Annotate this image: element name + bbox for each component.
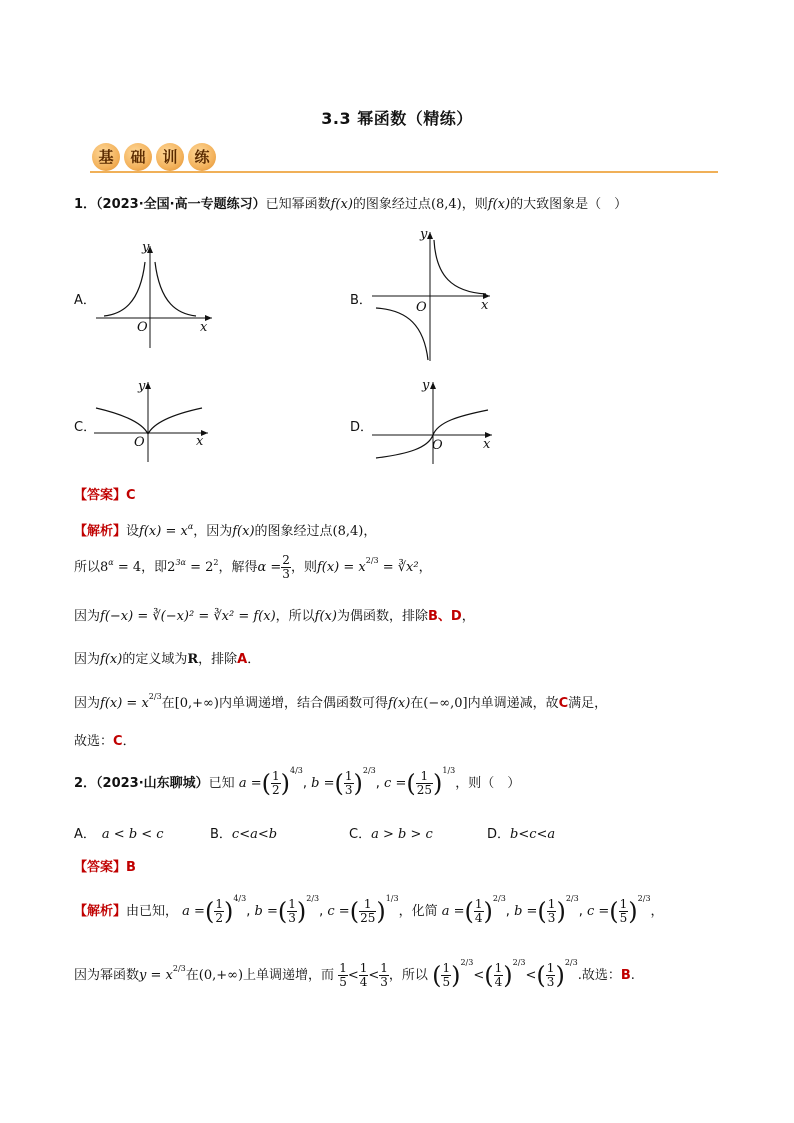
q2-source: （2023·山东聊城） (96, 776, 209, 791)
q2-cmp-e1: 2/3 (460, 958, 474, 967)
section-badge-3: 训 (156, 143, 184, 171)
q1-graph-a-origin: O (137, 320, 148, 335)
q2-an-b-var: b = (254, 904, 278, 919)
q2-ineq-lt2: < (368, 968, 380, 983)
q1-text-d: 的大致图象是（ ） (510, 197, 628, 212)
q2-s-a-num: 1 (474, 897, 483, 911)
q2-s-a-den: 4 (474, 911, 483, 925)
q2-answer-label: 【答案】 (74, 860, 127, 875)
q1-l4-e: ，排除 (198, 652, 238, 667)
q1-l3-f: B、D (427, 609, 462, 624)
q2-an2-e: (0,+∞) (198, 968, 244, 983)
q1-l2-f: 2 (167, 560, 176, 575)
q1-analysis-line1 (74, 520, 376, 539)
q1-analysis-line2 (74, 554, 432, 581)
q2-option-b-label: B． (210, 827, 232, 842)
q2-s-c-exp: 2/3 (637, 894, 651, 903)
q1-graph-b-x-label: x (481, 298, 489, 313)
q2-an1-end: ， (650, 904, 664, 919)
q2-cmp-e2: 2/3 (512, 958, 526, 967)
q1-graph-c-origin: O (134, 435, 145, 450)
q2-option-a-label: A． (74, 827, 96, 842)
q1-answer (74, 484, 136, 503)
q2-option-d-text: b<c<a (510, 827, 556, 842)
q1-l2-p: ， (418, 560, 432, 575)
q1-l1-fx: f(x) = x (139, 524, 188, 539)
q2-b-den: 3 (344, 783, 353, 797)
q2-c-exp: 1/3 (442, 766, 456, 775)
q1-l4-c: 的定义域为 (122, 652, 188, 667)
q2-an-a-num: 1 (215, 897, 223, 911)
q1-l2-den: 3 (282, 567, 290, 581)
q1-l1-d: 的图象经过点 (254, 524, 333, 539)
q1-l5-c: 2/3 (148, 692, 162, 701)
q1-l3-a: 因为 (74, 609, 101, 624)
q2-ineq-d2: 4 (359, 975, 368, 989)
q2-analysis-line2: 因为幂函数$y = x^{2/3}$在(0,+∞)上单调递增，而 $\frac{1}{5}$ < $\frac{1}{4}$ < $\frac{1}{3}$ ，所以 ( $\frac{1}{5}$ )$^{2/3}$<( $\frac{1}{4}$ )$^{2/3}$<( $\frac{1}{3}$ )$^{2/3}$.故选：B. (74, 958, 635, 990)
q2-text-end: ，则（ ） (455, 776, 521, 791)
q2-ineq-d1: 5 (339, 975, 347, 989)
q1-graph-d-origin: O (432, 438, 443, 453)
q1-l5-e: [0,+∞) (174, 696, 219, 711)
q1-l4-d: R (187, 652, 199, 667)
q2-an2-j: . (630, 968, 635, 983)
section-badge-2: 础 (124, 143, 152, 171)
q2-ineq-n3: 1 (380, 961, 388, 975)
q2-option-b-text: c<a<b (231, 827, 278, 842)
q2-an2-a: 因为幂函数 (74, 968, 140, 983)
q1-l2-i: 2 (213, 558, 219, 567)
q1-fx-2: f(x) (487, 197, 511, 212)
q2-an-c-exp: 1/3 (385, 894, 399, 903)
q1-graph-d-y-label: y (422, 378, 430, 393)
q2-cmp-d1: 5 (442, 975, 451, 989)
q1-analysis-label: 【解析】 (74, 524, 127, 539)
q2-an-a-exp: 4/3 (233, 894, 247, 903)
q2-cmp-n1: 1 (442, 961, 451, 975)
q2-an-b-num: 1 (288, 897, 296, 911)
q1-l2-b: 8 (100, 560, 109, 575)
q1-analysis-line6 (74, 730, 136, 749)
q2-cmp-n2: 1 (494, 961, 503, 975)
q2-an-b-den: 3 (288, 911, 296, 925)
q1-l3-g: ， (461, 609, 475, 624)
q1-l1-f: ， (363, 524, 377, 539)
q2-s-c-num: 1 (619, 897, 628, 911)
q2-an1-a: 由已知， (126, 904, 179, 919)
q1-l2-c: α (108, 558, 114, 567)
q2-cmp-d2: 4 (494, 975, 503, 989)
q1-l2-a: 所以 (74, 560, 101, 575)
q1-point: (8,4) (430, 197, 462, 212)
q1-l2-l: ，则 (290, 560, 317, 575)
page-title: 3.3 幂函数（精练） (321, 109, 473, 128)
q2-an2-g: ，所以 (388, 968, 428, 983)
q1-l3-d: f(x) (314, 609, 337, 624)
q2-option-c-text: a > b > c (371, 827, 433, 842)
q2-number: 2． (74, 776, 97, 791)
q1-l5-j: 内单调递减，故 (467, 696, 559, 711)
q2-an2-f: 上单调递增，而 (243, 968, 335, 983)
q1-graph-a-y-label: y (142, 240, 150, 255)
q2-ineq-lt1: < (347, 968, 359, 983)
q2-ineq-n1: 1 (339, 961, 347, 975)
q1-analysis-line4 (74, 648, 260, 667)
q1-l5-f: 内单调递增，结合偶函数可得 (218, 696, 388, 711)
q2-an-c-num: 1 (359, 898, 376, 912)
q2-an2-d: 在 (185, 968, 199, 983)
q1-l2-m: f(x) = x (316, 560, 366, 575)
q1-l5-g: f(x) (387, 696, 411, 711)
q2-stem: 2．（2023·山东聊城）已知 a =( $\frac{1}{2}$ )$^{4/3}$, b =( $\frac{1}{3}$ )$^{2/3}$, c =( $\frac{1}{25}$ )$^{1/3}$，则（ ） (74, 766, 521, 798)
q1-l5-i: (−∞,0] (423, 696, 468, 711)
q2-a-den: 2 (271, 783, 280, 797)
q1-l2-h: = 2 (185, 560, 214, 575)
q2-text-a: 已知 (208, 776, 235, 791)
q1-graph-b (368, 226, 498, 366)
q2-answer (74, 856, 136, 875)
q1-analysis-line3 (74, 605, 475, 624)
q2-an-a-den: 2 (215, 911, 223, 925)
q1-graph-d-x-label: x (483, 437, 491, 452)
q1-l4-a: 因为 (74, 652, 101, 667)
q1-l4-g: ． (247, 652, 261, 667)
q2-s-b-var: b = (514, 904, 538, 919)
q2-an2-i: B (620, 968, 631, 983)
q2-an2-c: 2/3 (172, 964, 186, 973)
q1-source: （2023·全国·高一专题练习） (96, 197, 266, 212)
q1-l5-a: 因为 (74, 696, 101, 711)
q2-s-c-var: c = (586, 904, 610, 919)
q1-answer-value: C (126, 488, 136, 503)
q1-text-a: 已知幂函数 (265, 197, 331, 212)
q2-c-num: 1 (416, 770, 433, 784)
q1-fx: f(x) (330, 197, 353, 212)
q1-l5-k: C (558, 696, 569, 711)
q1-l2-e: ，即 (141, 560, 168, 575)
q2-c-den: 25 (416, 783, 432, 797)
q2-s-b-den: 3 (547, 911, 556, 925)
section-badge-1: 基 (92, 143, 120, 171)
q1-analysis-line5 (74, 692, 607, 711)
q1-l1-e: (8,4) (332, 524, 364, 539)
q2-an2-h: .故选： (577, 968, 621, 983)
q1-text-c: ，则 (461, 197, 488, 212)
section-rule (90, 171, 718, 173)
q2-cmp-d3: 3 (546, 975, 555, 989)
q1-stem (74, 193, 627, 212)
q2-ineq-d3: 3 (380, 975, 388, 989)
q2-b-num: 1 (344, 769, 353, 783)
q1-l2-k: α = (257, 560, 282, 575)
q2-s-a-exp: 2/3 (492, 894, 506, 903)
q2-cmp-lt1: < (473, 968, 485, 983)
q2-an-c-den: 25 (360, 911, 376, 925)
q1-answer-label: 【答案】 (74, 488, 127, 503)
q1-graph-c (92, 376, 222, 464)
q1-graph-b-origin: O (416, 300, 427, 315)
q2-an-b-exp: 2/3 (306, 894, 320, 903)
q2-cmp-e3: 2/3 (564, 958, 578, 967)
q1-l2-j: ，解得 (218, 560, 258, 575)
section-badge-4: 练 (188, 143, 216, 171)
q1-l5-l: 满足， (568, 696, 608, 711)
q1-option-c-label: C． (74, 420, 97, 435)
q1-graph-c-x-label: x (196, 434, 204, 449)
q1-text-b: 的图象经过点 (352, 197, 431, 212)
q2-b-exp: 2/3 (362, 766, 376, 775)
q1-l3-e: 为偶函数，排除 (336, 609, 428, 624)
q1-l2-frac (281, 554, 291, 581)
q1-l2-o: = ∛x² (378, 560, 419, 575)
q2-an2-b: y = x (139, 968, 173, 983)
q2-analysis-label: 【解析】 (74, 904, 127, 919)
q1-l3-b: f(−x) = ∛(−x)² = ∛x² = f(x) (100, 609, 276, 624)
q1-l4-f: A (237, 652, 248, 667)
q1-option-b-label: B． (350, 293, 372, 308)
q1-l1-b: ，因为 (193, 524, 233, 539)
q1-l1-alpha: α (187, 522, 194, 531)
q2-cmp-lt2: < (525, 968, 537, 983)
q2-option-b (210, 823, 277, 842)
q1-l3-c: ，所以 (275, 609, 315, 624)
q2-b-var: b = (311, 776, 335, 791)
q1-l2-g: 3α (175, 558, 186, 567)
q2-option-d-label: D． (487, 827, 511, 842)
q1-l5-b: f(x) = x (100, 696, 149, 711)
q1-option-d-label: D． (350, 420, 374, 435)
q1-l4-b: f(x) (100, 652, 123, 667)
q1-l5-h: 在 (410, 696, 424, 711)
q1-number: 1． (74, 197, 97, 212)
q1-graph-a-x-label: x (200, 320, 208, 335)
q2-option-a (74, 823, 164, 842)
q2-option-c-label: C． (349, 827, 372, 842)
q1-l6-c: ． (122, 734, 136, 749)
q2-cmp-n3: 1 (546, 961, 555, 975)
q2-s-c-den: 5 (619, 911, 628, 925)
q2-s-b-num: 1 (547, 897, 556, 911)
q2-ineq-n2: 1 (359, 961, 368, 975)
q2-option-d (487, 823, 555, 842)
q2-an1-b: ，化简 (398, 904, 438, 919)
q2-answer-value: B (126, 860, 136, 875)
q1-l6-a: 故选： (74, 734, 114, 749)
q2-an-c-var: c = (327, 904, 350, 919)
q1-l1-c: f(x) (232, 524, 255, 539)
q2-a-num: 1 (271, 769, 280, 783)
q2-s-a-var: a = (441, 904, 465, 919)
q2-a-var: a = (238, 776, 262, 791)
q2-an-a-var: a = (182, 904, 205, 919)
q1-l5-d: 在 (161, 696, 175, 711)
q1-l2-d: = 4 (113, 560, 142, 575)
q1-l2-num: 2 (282, 553, 290, 567)
q1-l2-n: 2/3 (365, 556, 379, 565)
q2-analysis-line1: 【解析】由已知， a =( $\frac{1}{2}$ )$^{4/3}$, b =( $\frac{1}{3}$ )$^{2/3}$, c =( $\frac{1}{25}$ )$^{1/3}$，化简 a =( $\frac{1}{4}$ )$^{2/3}$, b =( $\frac{1}{3}$ )$^{2/3}$, c =( $\frac{1}{5}$ )$^{2/3}$， (74, 894, 664, 926)
q2-a-exp: 4/3 (290, 766, 303, 775)
q1-graph-b-y-label: y (420, 227, 428, 242)
q2-s-b-exp: 2/3 (565, 894, 579, 903)
q2-option-a-text: a < b < c (101, 827, 164, 842)
q1-option-a-label: A． (74, 293, 96, 308)
q1-graph-a (92, 238, 222, 350)
q2-option-c (349, 823, 433, 842)
q1-l1-a: 设 (126, 524, 140, 539)
q1-graph-c-y-label: y (138, 379, 146, 394)
q2-c-var: c = (384, 776, 407, 791)
q1-graph-d (368, 376, 498, 466)
q1-l6-b: C (113, 734, 123, 749)
